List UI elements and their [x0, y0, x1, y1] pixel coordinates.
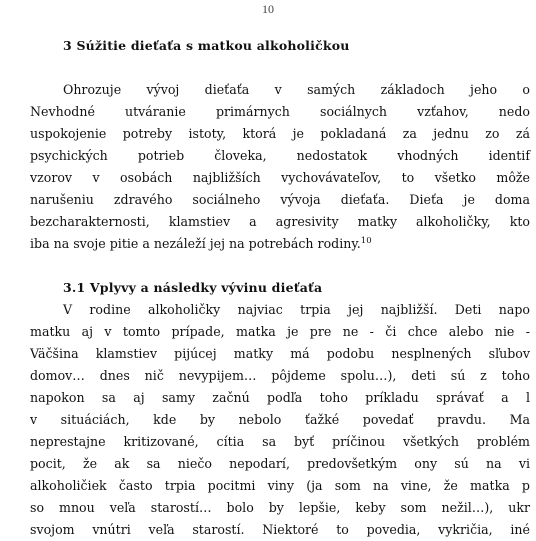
- paragraph-line: pocit, že ak sa niečo nepodarí, predovšetkým ony sú na vi: [30, 456, 530, 471]
- paragraph-line: svojom vnútri veľa starostí. Niektoré to povedia, vykričia, iné: [30, 522, 530, 537]
- paragraph-line: narušeniu zdravého sociálneho vývoja dieťaťa. Dieťa je doma: [30, 192, 530, 207]
- paragraph-line: Väčšina klamstiev pijúcej matky má podobu nesplnených sľubov: [30, 346, 530, 361]
- section-heading-3-1: 3.1 Vplyvy a následky vývinu dieťaťa: [63, 280, 323, 295]
- page-number: 10: [262, 2, 274, 16]
- paragraph-line: bezcharakternosti, klamstiev a agresivity matky alkoholičky, kto: [30, 214, 530, 229]
- paragraph-line-last: [30, 236, 530, 252]
- footnote-reference[interactable]: 10: [360, 235, 372, 246]
- paragraph-line: Ohrozuje vývoj dieťaťa v samých základoch jeho o: [63, 82, 530, 97]
- paragraph-line: neprestajne kritizované, cítia sa byť príčinou všetkých problém: [30, 434, 530, 449]
- paragraph-line: Nevhodné utváranie primárnych sociálnych vzťahov, nedo: [30, 104, 530, 119]
- paragraph-line: napokon sa aj samy začnú podľa toho príkladu správať a l: [30, 390, 530, 405]
- paragraph-line: V rodine alkoholičky najviac trpia jej najbližší. Deti napo: [63, 302, 530, 317]
- paragraph-line: uspokojenie potreby istoty, ktorá je pokladaná za jednu zo zá: [30, 126, 530, 141]
- paragraph-line: domov… dnes nič nevypijem… pôjdeme spolu…), deti sú z toho: [30, 368, 530, 383]
- paragraph-line: vzorov v osobách najbližších vychovávateľov, to všetko môže: [30, 170, 530, 185]
- paragraph-line: v situáciách, kde by nebolo ťažké povedať pravdu. Ma: [30, 412, 530, 427]
- section-heading-3: 3 Súžitie dieťaťa s matkou alkoholičkou: [63, 38, 350, 53]
- paragraph-line: alkoholičiek často trpia pocitmi viny (ja som na vine, že matka p: [30, 478, 530, 493]
- paragraph-line: matku aj v tomto prípade, matka je pre ne - či chce alebo nie -: [30, 324, 530, 339]
- paragraph-line-text: iba na svoje pitie a nezáleží jej na potrebách rodiny.: [30, 236, 361, 251]
- paragraph-line: psychických potrieb človeka, nedostatok vhodných identif: [30, 148, 530, 163]
- paragraph-line: so mnou veľa starostí… bolo by lepšie, keby som nežil…), ukr: [30, 500, 530, 515]
